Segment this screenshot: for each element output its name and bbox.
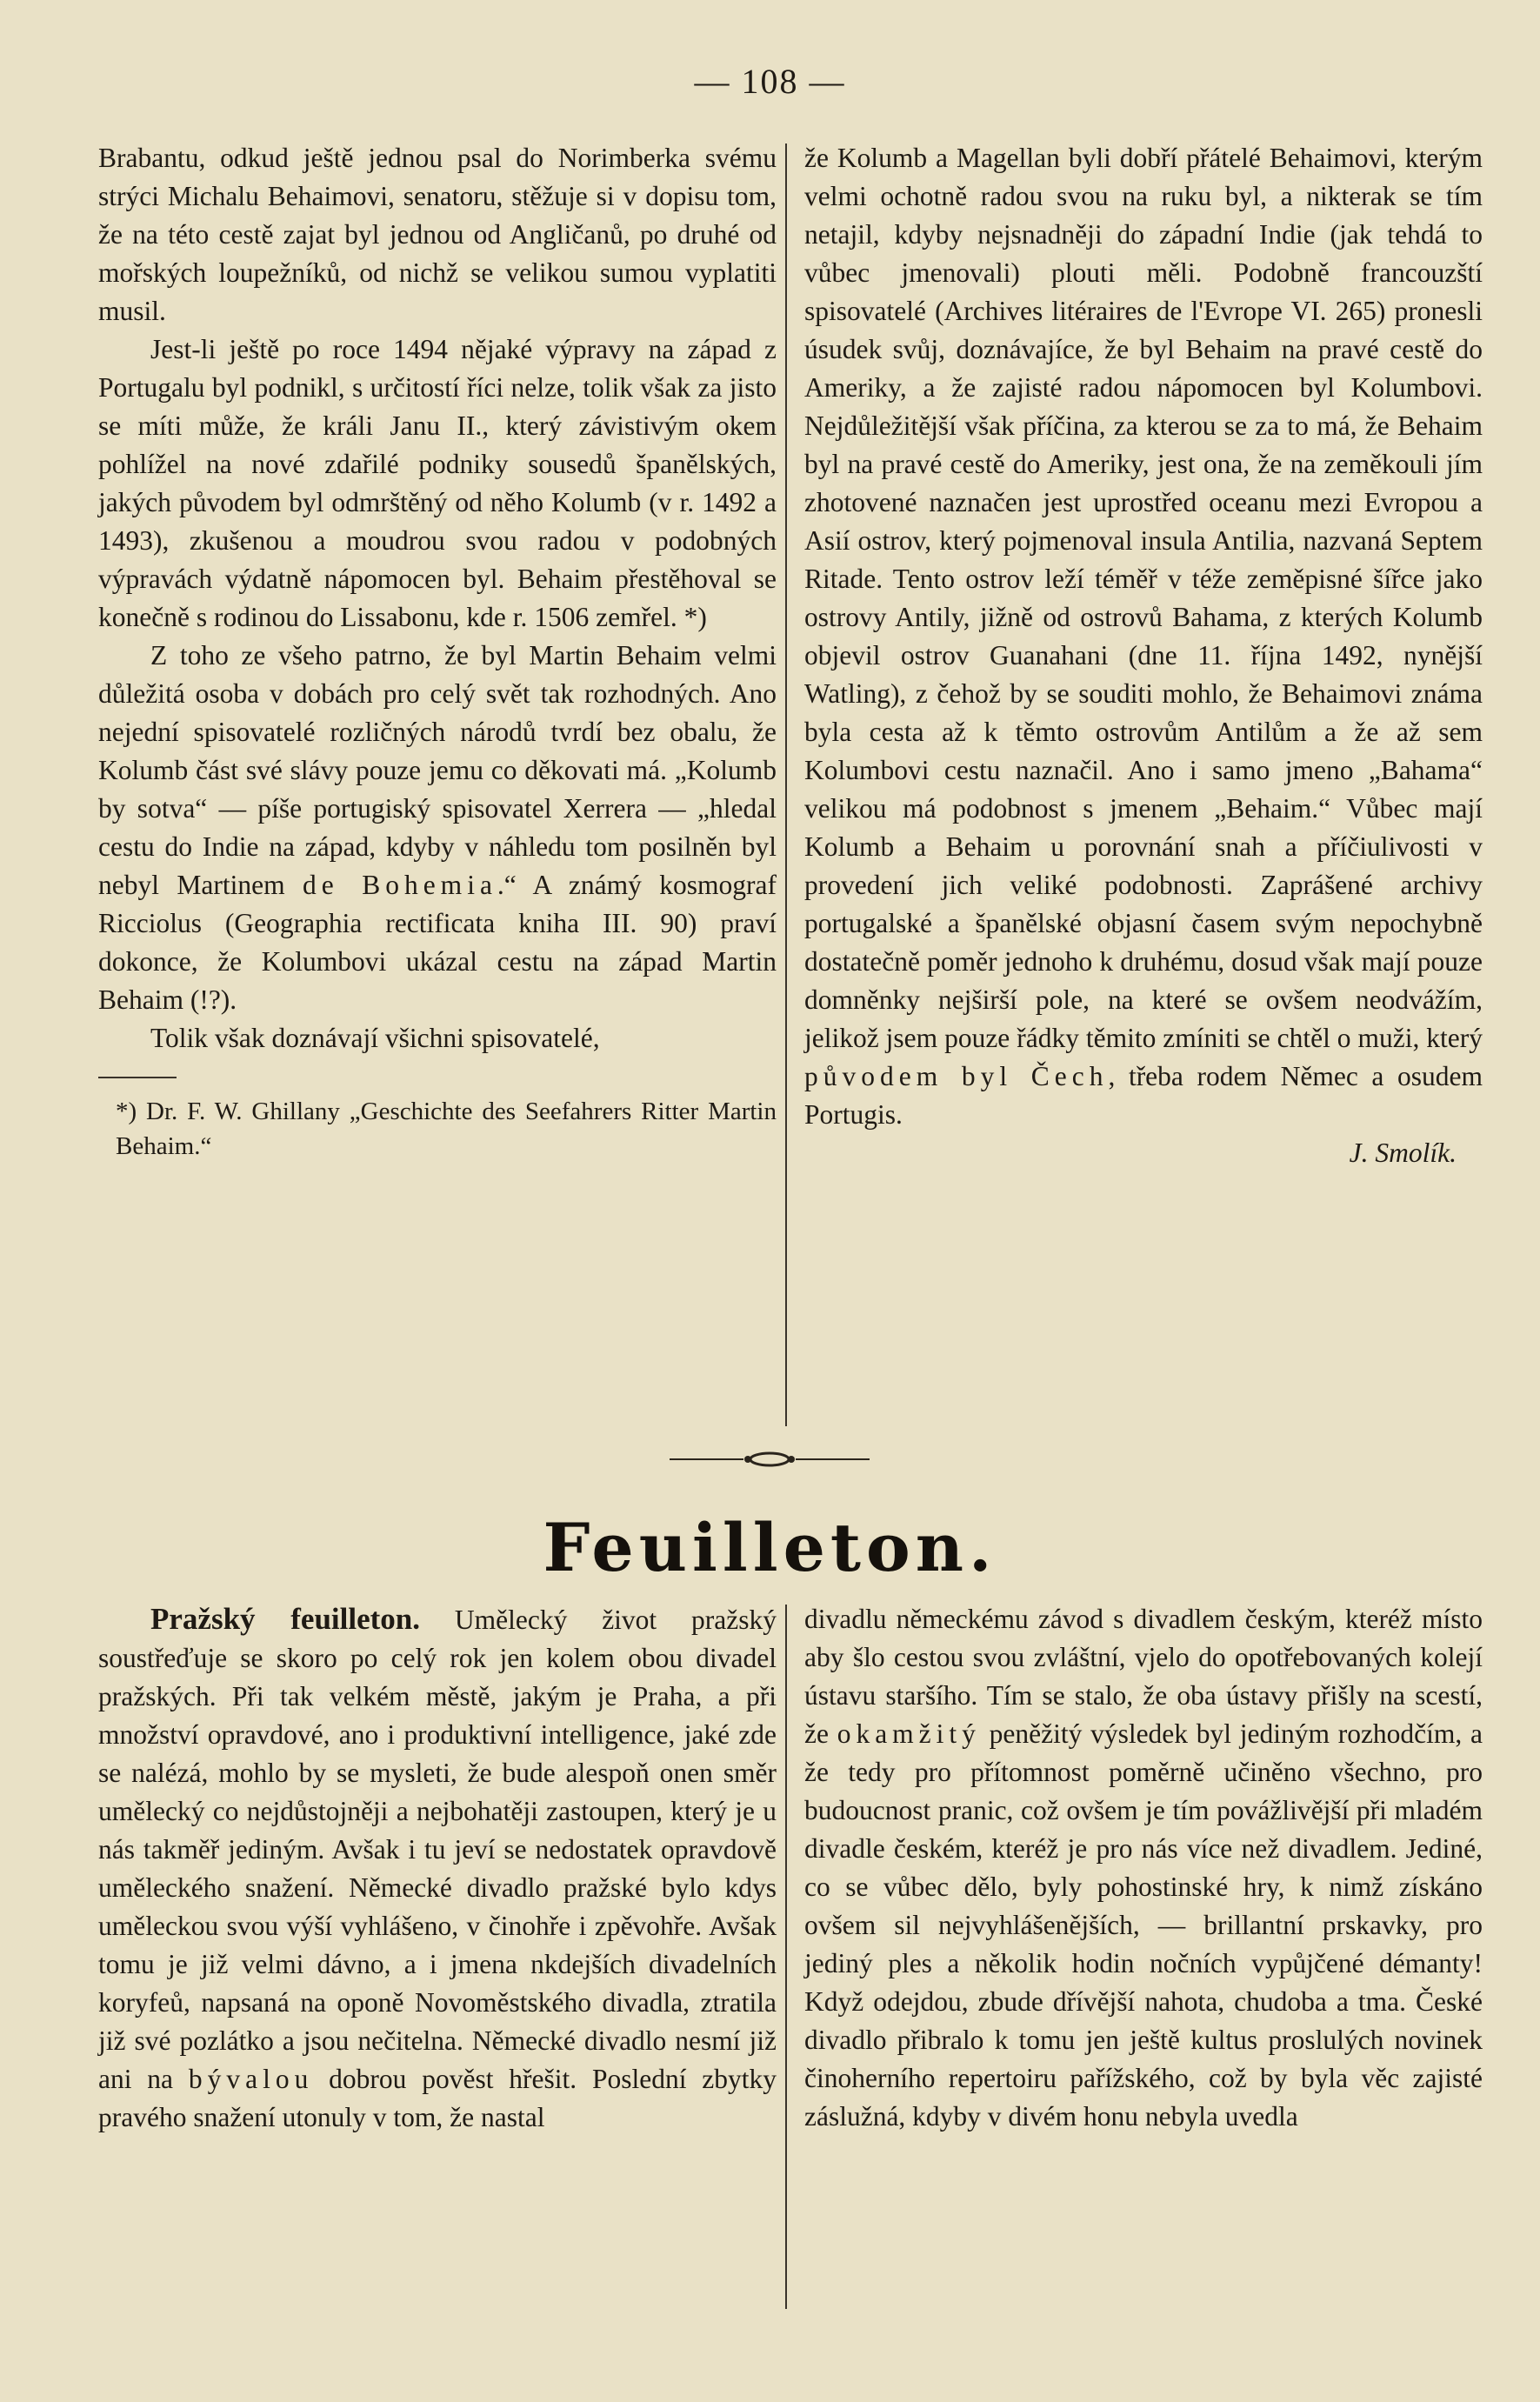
run-in-heading: Pražský feuilleton.	[150, 1602, 421, 1636]
feuilleton-cont-b: peněžitý výsledek byl jediným rozhodčím, a že tedy pro přítomnost poměrně učiněno všechno, pro budoucnost pranic, což ovšem je tím povážlivější při mladém divadle českém, kteréž je pro nás více než divadlem. Jediné, co se vůbec dělo, byly pohostinské hry, k nimž získáno ovšem sil nejvyhlášenějších, — brillantní prskavky, pro jediný ples a několik hodin nočních vypůjčené démanty! Když odejdou, zbude dřívější nahota, chudoba a tma. České divadlo přibralo k tomu jen ještě kultus proslulých novinek činoherního repertoiru pařížského, což by byla věc zajisté záslužná, kdyby v divém honu nebyla uvedla	[804, 1718, 1483, 2132]
column-divider-bottom	[785, 1605, 787, 2309]
author-signature: J. Smolík.	[1349, 1138, 1457, 1168]
footnote-rule	[98, 1077, 177, 1078]
paragraph-importance-tail: .“ A známý kosmograf Ricciolus (Geographia rectificata kniha III. 90) praví dokonce, že Kolumbovi ukázal cestu na západ Martin Behaim (!?).	[98, 870, 777, 1015]
section-title: Feuilleton.	[543, 1509, 997, 1586]
column-top-right	[804, 139, 1483, 1172]
column-bottom-right	[804, 1600, 1483, 2136]
paragraph-feuilleton-cont	[804, 1600, 1483, 2136]
column-divider-top	[785, 143, 787, 1426]
feuilleton-cont-a: divadlu německému závod s divadlem českým, kteréž místo aby šlo cestou svou zvláštní, vjelo do opotřebovaných kolejí ústavu staršího. Tím se stalo, že oba ústavy přišly na scestí, že	[804, 1604, 1483, 1749]
paragraph-magellan-text: že Kolumb a Magellan byli dobří přátelé Behaimovi, kterým velmi ochotně radou svou na ruku byl, a nikterak se tím netajil, kdyby nejsnadněji do západní Indie (jak tehdá to vůbec jmenovali) plouti měli. Podobně francouzští spisovatelé (Archives litéraires de l'Evrope VI. 265) pronesli úsudek svůj, doznávajíce, že byl Behaim na pravé cestě do Ameriky, a že zajisté radou nápomocen byl Kolumbovi. Nejdůležitější však příčina, za kterou se za to má, že Behaim byl na pravé cestě do Ameriky, jest ona, že na zeměkouli jím zhotovené naznačen jest uprostřed oceanu mezi Evropou a Asií ostrov, který pojmenoval insula Antilia, nazvaná Septem Ritade. Tento ostrov leží téměř v téže zeměpisné šířce jako ostrovy Antily, jižně od ostrovů Bahama, z kterých Kolumb objevil ostrov Guanahani (dne 11. října 1492, nynější Watling), z čehož by se souditi mohlo, že Behaimovi známa byla cesta až k těmto ostrovům Antilům a že až sem Kolumbovi cestu naznačil. Ano i samo jmeno „Bahama“ velikou má podobnost s jmenem „Behaim.“ Vůbec mají Kolumb a Behaim u porovnání snah a příčiulivosti v provedení jich veliké podobnosti. Zaprášené archivy portugalské a španělské objasní časem svým nepochybně dostatečně poměr jednoho k druhému, dosud však mají pouze domněnky nejširší pole, na které se ovšem neodvážím, jelikož jsem pouze řádky těmito zmíniti se chtěl o muži, který	[804, 143, 1483, 1053]
spaced-de-bohemia: de Bohemia	[303, 870, 497, 900]
paragraph-importance	[98, 637, 777, 1019]
column-bottom-left	[98, 1600, 777, 2137]
paragraph-writers: Tolik však doznávají všichni spisovatelé,	[150, 1023, 600, 1053]
paragraph-feuilleton-start	[98, 1600, 777, 2137]
spaced-okamzity: okamžitý	[837, 1718, 981, 1749]
page-number: — 108 —	[694, 62, 846, 101]
footnote: *) Dr. F. W. Ghillany „Geschichte des Seefahrers Ritter Martin Behaim.“	[116, 1098, 777, 1160]
paragraph-magellan-tail: , třeba rodem Němec a osudem Portugis.	[804, 1061, 1483, 1130]
paragraph-brabant: Brabantu, odkud ještě jednou psal do Norimberka svému strýci Michalu Behaimovi, senatoru, stěžuje si v dopisu tom, že na této cestě zajat byl jednou od Angličanů, po druhé od mořských loupežníků, od nichž se velikou sumou vyplatiti musil.	[98, 143, 777, 326]
paragraph-magellan	[804, 139, 1483, 1134]
paragraph-importance-text: Z toho ze všeho patrno, že byl Martin Behaim velmi důležitá osoba v dobách pro celý svět tak rozhodných. Ano nejední spisovatelé rozličných národů tvrdí bez obalu, že Kolumb část své slávy pouze jemu co děkovati má. „Kolumb by sotva“ — píše portugiský spisovatel Xerrera — „hledal cestu do Indie na západ, kdyby v náhledu tom posilněn byl nebyl Martinem	[98, 640, 777, 900]
ornament-divider	[670, 1451, 870, 1468]
feuilleton-text-b: dobrou pověst hřešit. Poslední zbytky pravého snažení utonuly v tom, že nastal	[98, 2064, 777, 2132]
spaced-byvalou: bývalou	[188, 2064, 314, 2094]
feuilleton-text-a: Umělecký život pražský soustřeďuje se skoro po celý rok jen kolem obou divadel pražských. Při tak velkém městě, jakým je Praha, a při množství opravdové, ano i produktivní intelligence, jaké zde se nalézá, mohlo by se mysleti, že bude alespoň onen směr umělecký co nejdůstojněji a nejbohatěji zastoupen, který je u nás takměř jediným. Avšak i tu jeví se nedostatek opravdově uměleckého snažení. Německé divadlo pražské bylo kdys uměleckou svou výší vyhlášeno, v činohře i zpěvohře. Avšak tomu je již velmi dávno, a i jmena nkdejších divadelních koryfeů, napsaná na oponě Novoměstského divadla, ztratila již své pozlátko a jsou nečitelna. Německé divadlo nesmí již ani na	[98, 1605, 777, 2094]
paragraph-expeditions: Jest-li ještě po roce 1494 nějaké výpravy na západ z Portugalu byl podnikl, s určitostí říci nelze, tolik však za jisto se míti může, že králi Janu II., který závistivým okem pohlížel na nové zdařilé podniky sousedů španělských, jakých původem byl odmrštěný od něho Kolumb (v r. 1492 a 1493), zkušenou a moudrou svou radou v podobných výpravách výdatně nápomocen byl. Behaim přestěhoval se konečně s rodinou do Lissabonu, kde r. 1506 zemřel. *)	[98, 334, 777, 632]
column-top-left	[98, 139, 777, 1164]
spaced-puvodem: původem byl Čech	[804, 1061, 1109, 1091]
